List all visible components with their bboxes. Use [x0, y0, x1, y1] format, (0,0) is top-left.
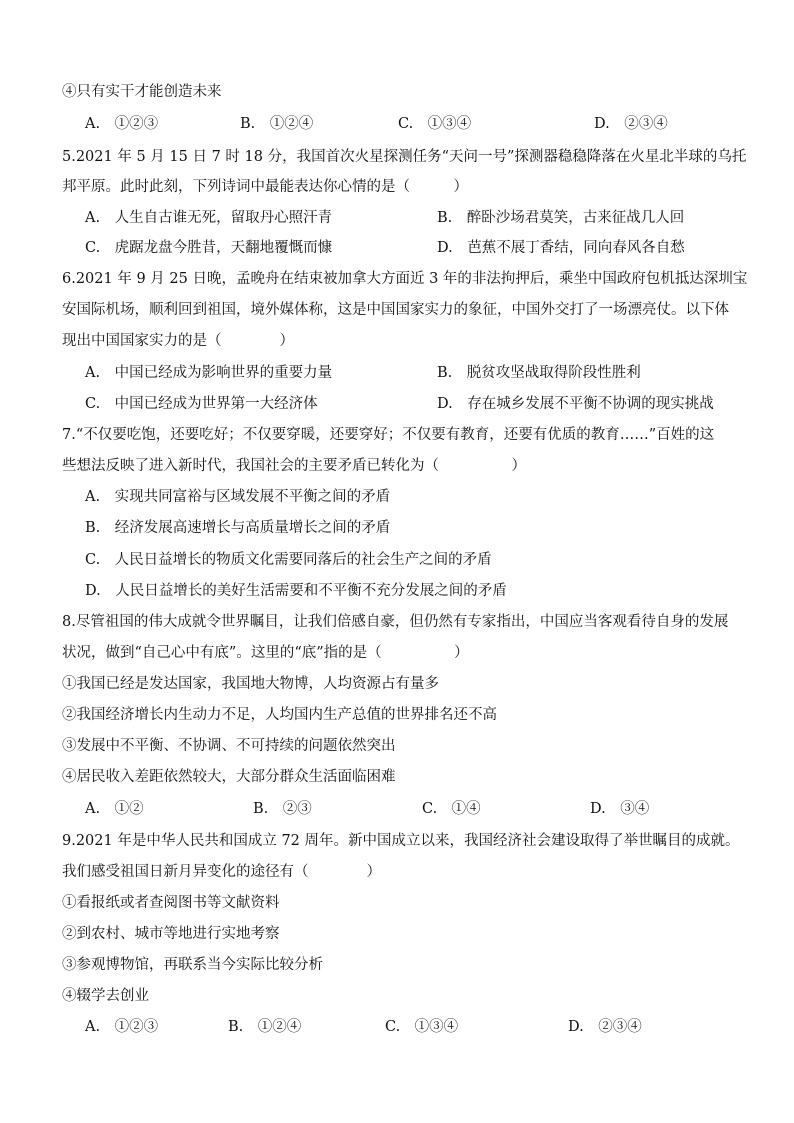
prev-option-a: A. ①②③	[85, 116, 159, 132]
q7-option-b: B. 经济发展高速增长与高质量增长之间的矛盾	[85, 520, 391, 536]
q8-option-d: D. ③④	[590, 801, 650, 817]
prev-option-d: D. ②③④	[594, 116, 668, 132]
q9-option-a: A. ①②③	[85, 1019, 159, 1035]
q9-item-4: ④辍学去创业	[62, 988, 149, 1004]
q8-stem-line-2: 状况，做到“自己心中有底”。这里的“底”指的是（ ）	[62, 645, 469, 661]
q6-option-d: D. 存在城乡发展不平衡不协调的现实挑战	[437, 396, 714, 412]
q8-item-1: ①我国已经是发达国家，我国地大物博，人均资源占有量多	[62, 676, 439, 692]
q7-stem-line-2: 些想法反映了进入新时代，我国社会的主要矛盾已转化为（ ）	[62, 458, 526, 474]
q8-item-3: ③发展中不平衡、不协调、不可持续的问题依然突出	[62, 738, 396, 754]
q7-stem-line-1: 7.“不仅要吃饱，还要吃好；不仅要穿暖，还要穿好；不仅要有教育，还要有优质的教育……”百姓的这	[62, 427, 715, 443]
q9-stem-line-2: 我们感受祖国日新月异变化的途径有（ ）	[62, 864, 381, 880]
q5-option-c: C. 虎踞龙盘今胜昔，天翻地覆慨而慷	[85, 240, 333, 256]
q8-option-c: C. ①④	[422, 801, 481, 817]
q9-stem-line-1: 9.2021 年是中华人民共和国成立 72 周年。新中国成立以来，我国经济社会建设取得了举世瞩目的成就。	[62, 833, 740, 849]
q6-option-a: A. 中国已经成为影响世界的重要力量	[85, 365, 333, 381]
q6-stem-line-1: 6.2021 年 9 月 25 日晚，孟晚舟在结束被加拿大方面近 3 年的非法拘押后，乘坐中国政府包机抵达深圳宝	[62, 271, 748, 287]
q8-item-4: ④居民收入差距依然较大，大部分群众生活面临困难	[62, 769, 396, 785]
q9-item-1: ①看报纸或者查阅图书等文献资料	[62, 895, 280, 911]
q9-option-d: D. ②③④	[568, 1019, 642, 1035]
q7-option-d: D. 人民日益增长的美好生活需要和不平衡不充分发展之间的矛盾	[85, 583, 507, 599]
q9-option-c: C. ①③④	[385, 1019, 459, 1035]
q8-stem-line-1: 8.尽管祖国的伟大成就令世界瞩目，让我们倍感自豪，但仍然有专家指出，中国应当客观看待自身的发展	[62, 614, 729, 630]
q6-option-c: C. 中国已经成为世界第一大经济体	[85, 396, 318, 412]
prev-option-c: C. ①③④	[398, 116, 472, 132]
q8-option-a: A. ①②	[85, 801, 144, 817]
q8-option-b: B. ②③	[253, 801, 312, 817]
q7-option-a: A. 实现共同富裕与区域发展不平衡之间的矛盾	[85, 489, 391, 505]
q9-option-b: B. ①②④	[228, 1019, 302, 1035]
q8-item-2: ②我国经济增长内生动力不足，人均国内生产总值的世界排名还不高	[62, 707, 497, 723]
q9-item-3: ③参观博物馆，再联系当今实际比较分析	[62, 957, 323, 973]
q6-stem-line-2: 安国际机场，顺利回到祖国，境外媒体称，这是中国国家实力的象征，中国外交打了一场漂亮仗。以下体	[62, 302, 729, 318]
q6-stem-line-3: 现出中国国家实力的是（ ）	[62, 333, 294, 349]
q5-stem-line-1: 5.2021 年 5 月 15 日 7 时 18 分，我国首次火星探测任务“天问一号”探测器稳稳降落在火星北半球的乌托	[62, 149, 747, 165]
q5-option-d: D. 芭蕉不展丁香结，同向春风各自愁	[437, 240, 685, 256]
q5-option-b: B. 醉卧沙场君莫笑，古来征战几人回	[437, 210, 685, 226]
prev-question-item-4: ④只有实干才能创造未来	[62, 84, 222, 100]
q7-option-c: C. 人民日益增长的物质文化需要同落后的社会生产之间的矛盾	[85, 552, 492, 568]
q5-option-a: A. 人生自古谁无死，留取丹心照汗青	[85, 210, 333, 226]
q6-option-b: B. 脱贫攻坚战取得阶段性胜利	[437, 365, 641, 381]
q9-item-2: ②到农村、城市等地进行实地考察	[62, 926, 280, 942]
prev-option-b: B. ①②④	[240, 116, 314, 132]
q5-stem-line-2: 邦平原。此时此刻，下列诗词中最能表达你心情的是（ ）	[62, 179, 468, 195]
